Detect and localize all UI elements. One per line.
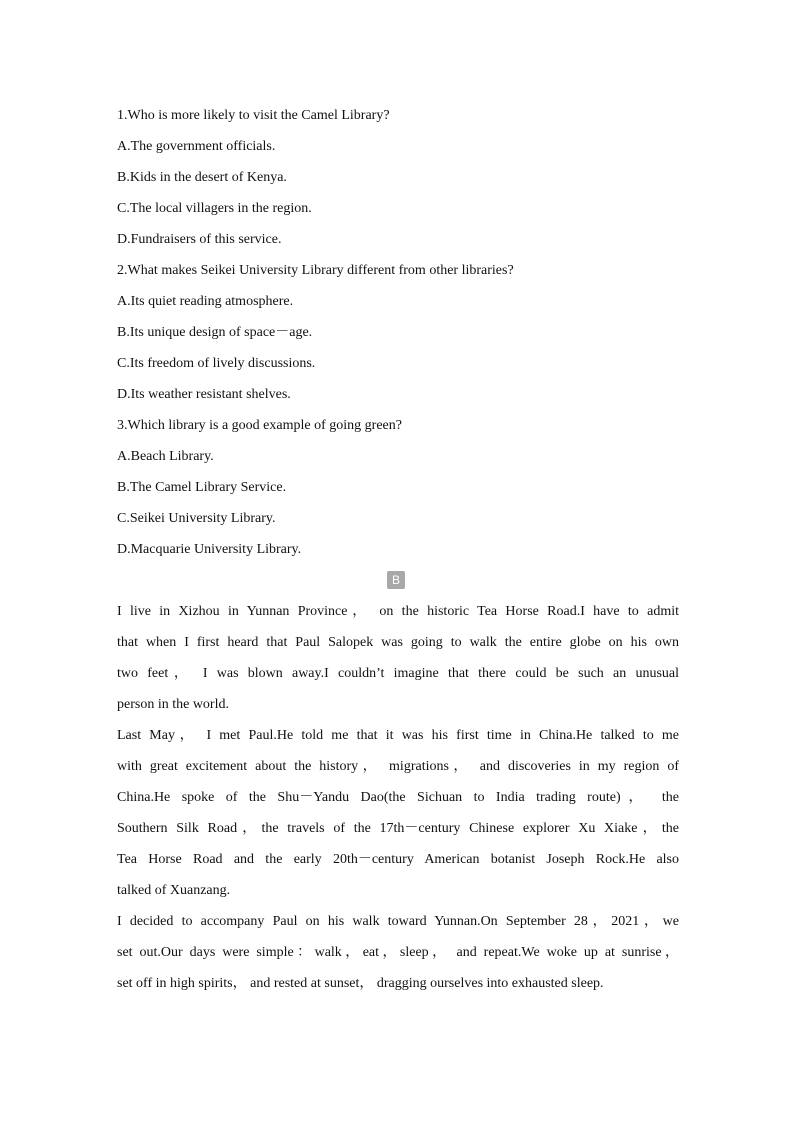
option-d: D.Its weather resistant shelves. <box>117 387 291 402</box>
question-stem: 3.Which library is a good example of going green? <box>117 418 402 433</box>
section-header <box>117 565 679 596</box>
option-d: D.Fundraisers of this service. <box>117 232 282 247</box>
question-stem: 2.What makes Seikei University Library different from other libraries? <box>117 263 514 278</box>
passage-line: Southern Silk Road，the travels of the 17th－century Chinese explorer Xu Xiake，the <box>117 821 679 836</box>
passage-paragraph-2 <box>117 720 679 906</box>
passage-line: with great excitement about the history， migrations， and discoveries in my region of <box>117 759 679 774</box>
option-a: A.The government officials. <box>117 139 276 154</box>
passage-line: set out.Our days were simple：walk，eat，sleep， and repeat.We woke up at sunrise， <box>117 945 679 960</box>
option-c: C.The local villagers in the region. <box>117 201 312 216</box>
passage-line: that when I first heard that Paul Salopek was going to walk the entire globe on his own <box>117 635 679 650</box>
passage-line: Tea Horse Road and the early 20th－century American botanist Joseph Rock.He also <box>117 852 679 867</box>
passage-line: I decided to accompany Paul on his walk toward Yunnan.On September 28，2021，we <box>117 914 679 929</box>
option-c: C.Seikei University Library. <box>117 511 276 526</box>
option-a: A.Its quiet reading atmosphere. <box>117 294 294 309</box>
question-1 <box>117 100 679 255</box>
passage-line: Last May， I met Paul.He told me that it was his first time in China.He talked to me <box>117 728 679 743</box>
option-a: A.Beach Library. <box>117 449 214 464</box>
passage-line: talked of Xuanzang. <box>117 883 231 898</box>
passage-line: set off in high spirits， and rested at sunset， dragging ourselves into exhausted sleep. <box>117 976 604 991</box>
question-2 <box>117 255 679 410</box>
passage-line: I live in Xizhou in Yunnan Province， on the historic Tea Horse Road.I have to admit <box>117 604 679 619</box>
option-b: B.The Camel Library Service. <box>117 480 287 495</box>
document-page <box>117 100 679 999</box>
option-c: C.Its freedom of lively discussions. <box>117 356 316 371</box>
section-badge: B <box>387 571 405 589</box>
question-3 <box>117 410 679 565</box>
passage-paragraph-3 <box>117 906 679 999</box>
option-d: D.Macquarie University Library. <box>117 542 302 557</box>
question-stem: 1.Who is more likely to visit the Camel Library? <box>117 108 390 123</box>
option-b: B.Kids in the desert of Kenya. <box>117 170 287 185</box>
passage-line: China.He spoke of the Shu－Yandu Dao(the Sichuan to India trading route)， the <box>117 790 679 805</box>
passage-line: two feet， I was blown away.I couldn’t imagine that there could be such an unusual <box>117 666 679 681</box>
passage-paragraph-1 <box>117 596 679 720</box>
passage-line: person in the world. <box>117 697 229 712</box>
option-b: B.Its unique design of space－age. <box>117 325 313 340</box>
